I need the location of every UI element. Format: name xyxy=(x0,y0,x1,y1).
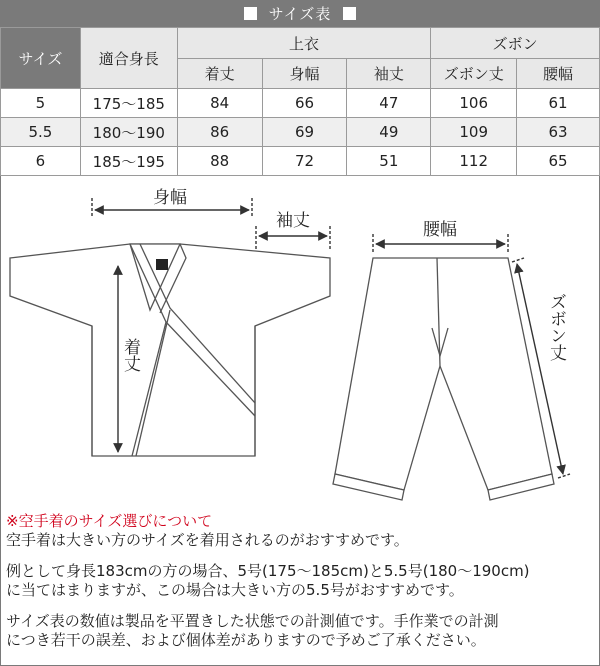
cell-zubontake: 106 xyxy=(431,89,517,118)
cell-koshihaba: 63 xyxy=(517,118,600,147)
cell-mihaba: 72 xyxy=(262,147,347,176)
label-sodetake: 袖丈 xyxy=(276,211,310,231)
label-koshihaba: 腰幅 xyxy=(423,220,457,240)
subheader-koshihaba: 腰幅 xyxy=(517,59,600,89)
notes xyxy=(6,512,596,650)
label-zubontake: ズボン丈 xyxy=(546,293,566,361)
cell-koshihaba: 65 xyxy=(517,147,600,176)
table-row xyxy=(1,147,600,176)
subheader-kitake: 着丈 xyxy=(177,59,262,89)
cell-height: 180〜190 xyxy=(80,118,177,147)
square-icon xyxy=(343,7,356,20)
note-disclaimer-line2: につき若干の誤差、および個体差がありますので予めご了承ください。 xyxy=(6,631,486,649)
cell-zubontake: 112 xyxy=(431,147,517,176)
title-bar xyxy=(0,0,600,27)
cell-sodetake: 51 xyxy=(347,147,431,176)
table-row xyxy=(1,89,600,118)
header-pants: ズボン xyxy=(431,28,600,59)
label-kitake: 着丈 xyxy=(120,338,140,372)
collar-tag-icon xyxy=(156,259,168,270)
subheader-sodetake: 袖丈 xyxy=(347,59,431,89)
cell-size: 5.5 xyxy=(1,118,81,147)
cell-koshihaba: 61 xyxy=(517,89,600,118)
cell-kitake: 84 xyxy=(177,89,262,118)
size-table xyxy=(0,27,600,176)
cell-mihaba: 66 xyxy=(262,89,347,118)
pants-illustration xyxy=(333,258,554,500)
cell-size: 5 xyxy=(1,89,81,118)
square-icon xyxy=(244,7,257,20)
cell-sodetake: 47 xyxy=(347,89,431,118)
subheader-mihaba: 身幅 xyxy=(262,59,347,89)
jacket-illustration xyxy=(10,244,330,456)
subheader-zubontake: ズボン丈 xyxy=(431,59,517,89)
note-example-line1: 例として身長183cmの方の場合、5号(175〜185cm)と5.5号(180〜190cm) xyxy=(6,562,530,580)
notes-heading: ※空手着のサイズ選びについて xyxy=(6,512,213,530)
header-size: サイズ xyxy=(1,28,81,89)
cell-height: 175〜185 xyxy=(80,89,177,118)
cell-height: 185〜195 xyxy=(80,147,177,176)
cell-zubontake: 109 xyxy=(431,118,517,147)
note-example-line2: に当てはまりますが、この場合は大きい方の5.5号がおすすめです。 xyxy=(6,581,464,599)
note-recommendation: 空手着は大きい方のサイズを着用されるのがおすすめです。 xyxy=(6,531,409,549)
label-mihaba: 身幅 xyxy=(153,188,187,208)
cell-mihaba: 69 xyxy=(262,118,347,147)
size-diagram xyxy=(0,178,600,508)
note-disclaimer-line1: サイズ表の数値は製品を平置きした状態での計測値です。手作業での計測 xyxy=(6,612,499,630)
page-title: サイズ表 xyxy=(268,5,332,23)
header-top: 上衣 xyxy=(177,28,431,59)
table-row xyxy=(1,118,600,147)
cell-size: 6 xyxy=(1,147,81,176)
header-height: 適合身長 xyxy=(80,28,177,89)
cell-sodetake: 49 xyxy=(347,118,431,147)
cell-kitake: 88 xyxy=(177,147,262,176)
cell-kitake: 86 xyxy=(177,118,262,147)
